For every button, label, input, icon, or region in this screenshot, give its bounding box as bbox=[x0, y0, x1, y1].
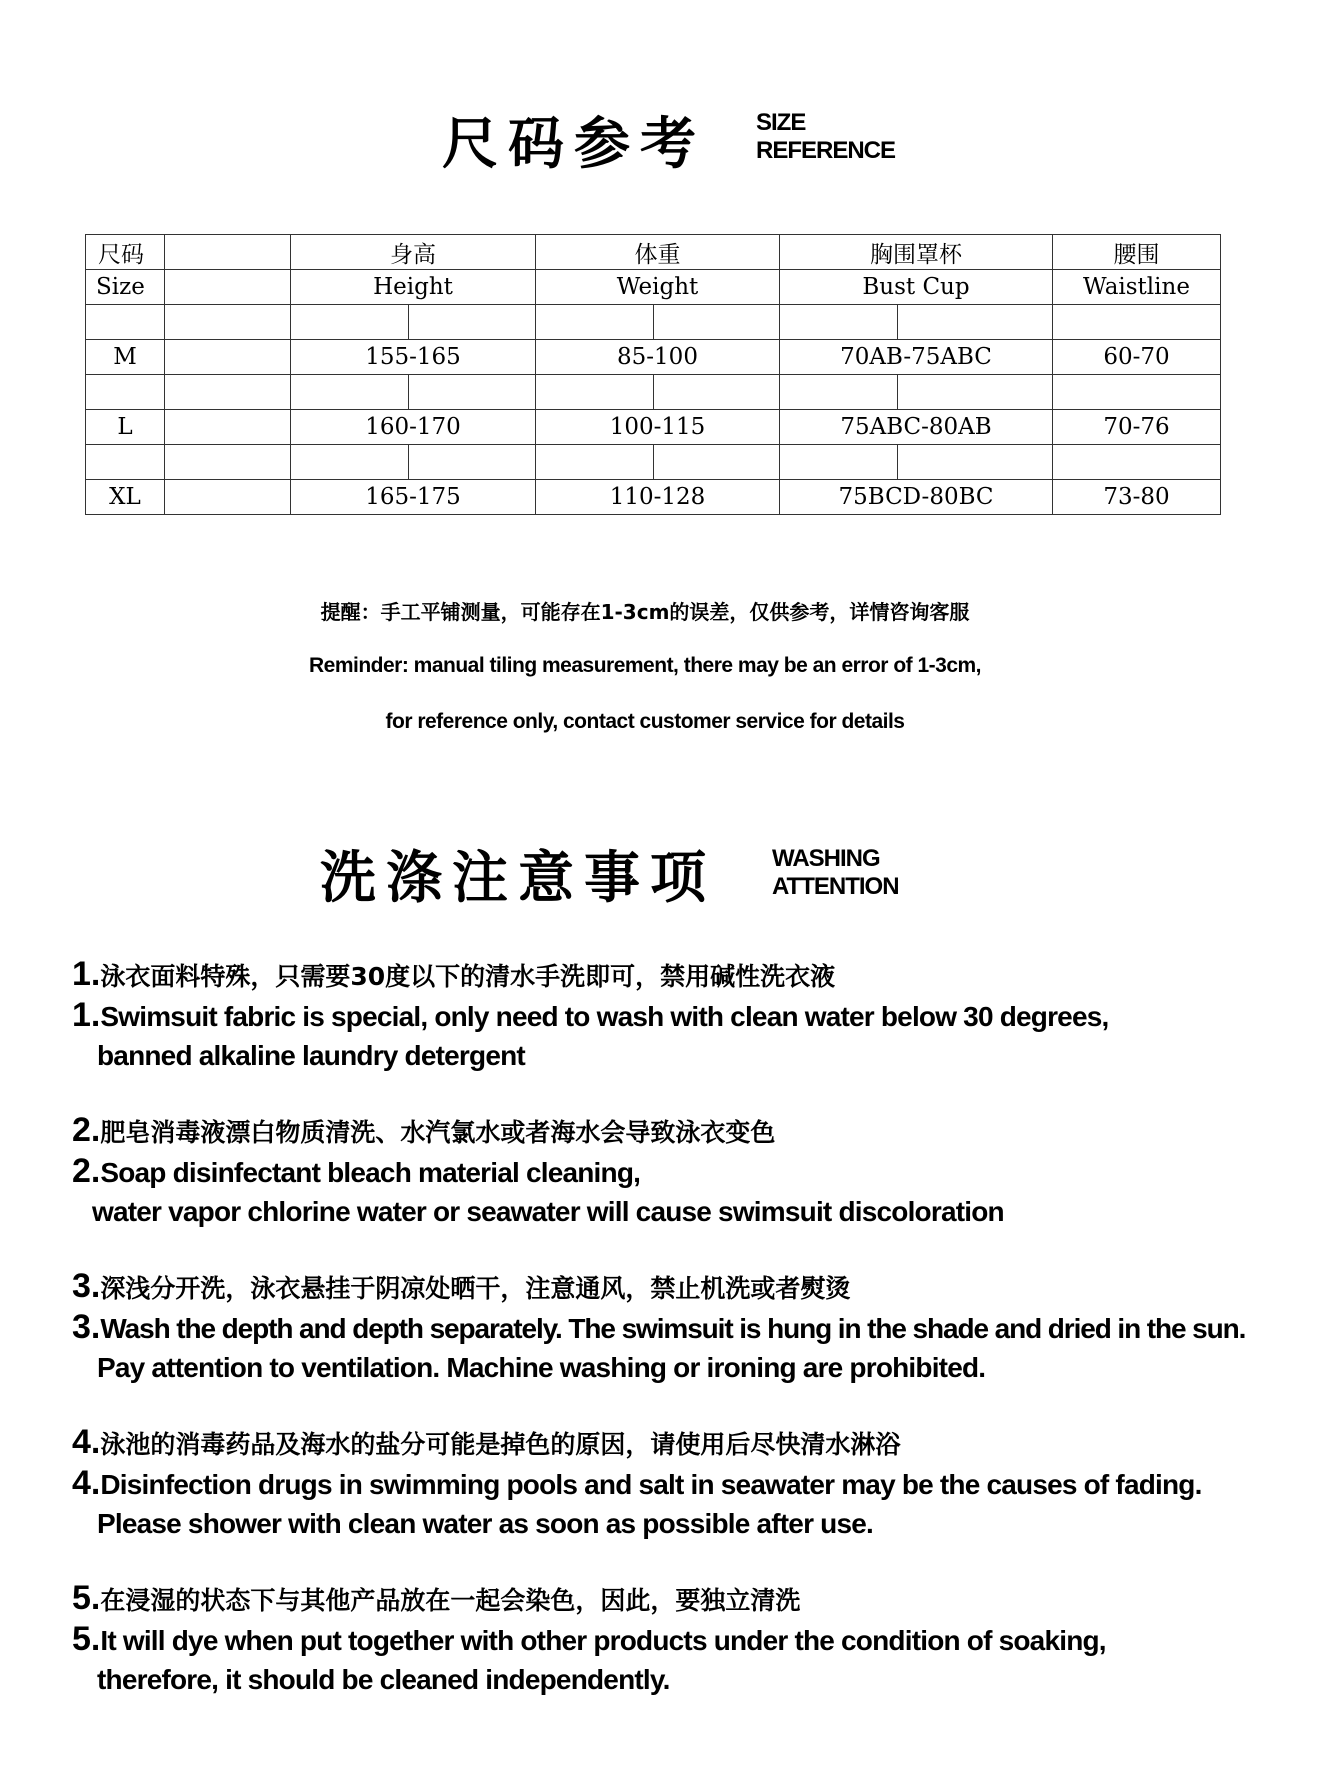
washing-title-zh: 洗涤注意事项 bbox=[320, 846, 716, 911]
header-zh-waist: 腰围 bbox=[1053, 235, 1221, 270]
item-number: 1. bbox=[72, 955, 101, 993]
header-en-size: Size bbox=[86, 270, 165, 305]
washing-item-en: 2.Soap disinfectant bleach material cleaning, bbox=[72, 1152, 641, 1190]
cell-height: 160-170 bbox=[291, 410, 536, 445]
washing-item-zh: 3.深浅分开洗，泳衣悬挂于阴凉处晒干，注意通风，禁止机洗或者熨烫 bbox=[72, 1267, 851, 1305]
cell-weight: 85-100 bbox=[536, 340, 780, 375]
washing-item-en-cont: banned alkaline laundry detergent bbox=[97, 1040, 525, 1071]
header-zh-weight: 体重 bbox=[536, 235, 780, 270]
table-header-zh-row bbox=[86, 235, 1221, 270]
cell-size: XL bbox=[86, 480, 165, 515]
header-zh-bust: 胸围罩杯 bbox=[780, 235, 1053, 270]
reminder-en-line2: for reference only, contact customer service for details bbox=[385, 710, 905, 733]
washing-item-zh: 1.泳衣面料特殊，只需要30度以下的清水手洗即可，禁用碱性洗衣液 bbox=[72, 955, 836, 993]
item-number: 4. bbox=[72, 1464, 101, 1502]
cell-height: 165-175 bbox=[291, 480, 536, 515]
size-title-zh: 尺码参考 bbox=[442, 112, 706, 177]
cell-weight: 110-128 bbox=[536, 480, 780, 515]
cell-height: 155-165 bbox=[291, 340, 536, 375]
washing-item-4 bbox=[72, 1423, 1332, 1543]
item-number: 3. bbox=[72, 1267, 101, 1305]
washing-item-3 bbox=[72, 1267, 1332, 1387]
cell-size: L bbox=[86, 410, 165, 445]
item-number: 1. bbox=[72, 996, 101, 1034]
item-number: 2. bbox=[72, 1111, 101, 1149]
reminder-zh: 提醒：手工平铺测量，可能存在1-3cm的误差，仅供参考，详情咨询客服 bbox=[320, 600, 970, 624]
header-zh-height: 身高 bbox=[291, 235, 536, 270]
table-spacer-row bbox=[86, 375, 1221, 410]
washing-item-2 bbox=[72, 1111, 1332, 1231]
cell-bust: 70AB-75ABC bbox=[780, 340, 1053, 375]
washing-title-en-line1: WASHING bbox=[772, 845, 880, 872]
washing-item-en: 1.Swimsuit fabric is special, only need to wash with clean water below 30 degrees, bbox=[72, 996, 1109, 1034]
item-number: 3. bbox=[72, 1308, 101, 1346]
washing-item-en: 3.Wash the depth and depth separately. The swimsuit is hung in the shade and dried in the sun. bbox=[72, 1308, 1246, 1346]
header-en-weight: Weight bbox=[536, 270, 780, 305]
reminder-en-line1: Reminder: manual tiling measurement, there may be an error of 1-3cm, bbox=[308, 654, 982, 677]
cell-size: M bbox=[86, 340, 165, 375]
washing-title-en-line2: ATTENTION bbox=[772, 873, 899, 900]
size-title-en-line2: REFERENCE bbox=[756, 137, 896, 164]
size-table bbox=[85, 234, 1221, 515]
washing-item-5 bbox=[72, 1579, 1332, 1699]
cell-waist: 70-76 bbox=[1053, 410, 1221, 445]
washing-title-en bbox=[772, 845, 899, 901]
washing-item-en: 4.Disinfection drugs in swimming pools and salt in seawater may be the causes of fading. bbox=[72, 1464, 1202, 1502]
item-number: 2. bbox=[72, 1152, 101, 1190]
washing-item-en-cont: Pay attention to ventilation. Machine washing or ironing are prohibited. bbox=[97, 1352, 986, 1383]
table-row bbox=[86, 410, 1221, 445]
table-spacer-row bbox=[86, 445, 1221, 480]
table-row bbox=[86, 480, 1221, 515]
washing-item-zh: 4.泳池的消毒药品及海水的盐分可能是掉色的原因，请使用后尽快清水淋浴 bbox=[72, 1423, 901, 1461]
cell-waist: 60-70 bbox=[1053, 340, 1221, 375]
washing-item-en: 5.It will dye when put together with other products under the condition of soaking, bbox=[72, 1620, 1106, 1658]
washing-item-en-cont: Please shower with clean water as soon as possible after use. bbox=[97, 1508, 873, 1539]
cell-bust: 75ABC-80AB bbox=[780, 410, 1053, 445]
size-title-en-line1: SIZE bbox=[756, 109, 806, 136]
washing-item-en-cont: therefore, it should be cleaned independently. bbox=[97, 1664, 670, 1695]
header-zh-size: 尺码 bbox=[86, 235, 165, 270]
header-en-waist: Waistline bbox=[1053, 270, 1221, 305]
washing-item-1 bbox=[72, 955, 1332, 1075]
size-reference-title bbox=[442, 100, 895, 180]
item-number: 5. bbox=[72, 1579, 101, 1617]
size-title-en bbox=[756, 109, 895, 165]
cell-weight: 100-115 bbox=[536, 410, 780, 445]
table-header-en-row bbox=[86, 270, 1221, 305]
item-number: 5. bbox=[72, 1620, 101, 1658]
washing-item-zh: 2.肥皂消毒液漂白物质清洗、水汽氯水或者海水会导致泳衣变色 bbox=[72, 1111, 776, 1149]
washing-attention-title bbox=[320, 834, 899, 914]
washing-item-en-cont: water vapor chlorine water or seawater will cause swimsuit discoloration bbox=[92, 1196, 1004, 1227]
table-spacer-row bbox=[86, 305, 1221, 340]
item-number: 4. bbox=[72, 1423, 101, 1461]
header-en-bust: Bust Cup bbox=[780, 270, 1053, 305]
washing-item-zh: 5.在浸湿的状态下与其他产品放在一起会染色，因此，要独立清洗 bbox=[72, 1579, 801, 1617]
table-row bbox=[86, 340, 1221, 375]
cell-waist: 73-80 bbox=[1053, 480, 1221, 515]
cell-bust: 75BCD-80BC bbox=[780, 480, 1053, 515]
header-en-height: Height bbox=[291, 270, 536, 305]
